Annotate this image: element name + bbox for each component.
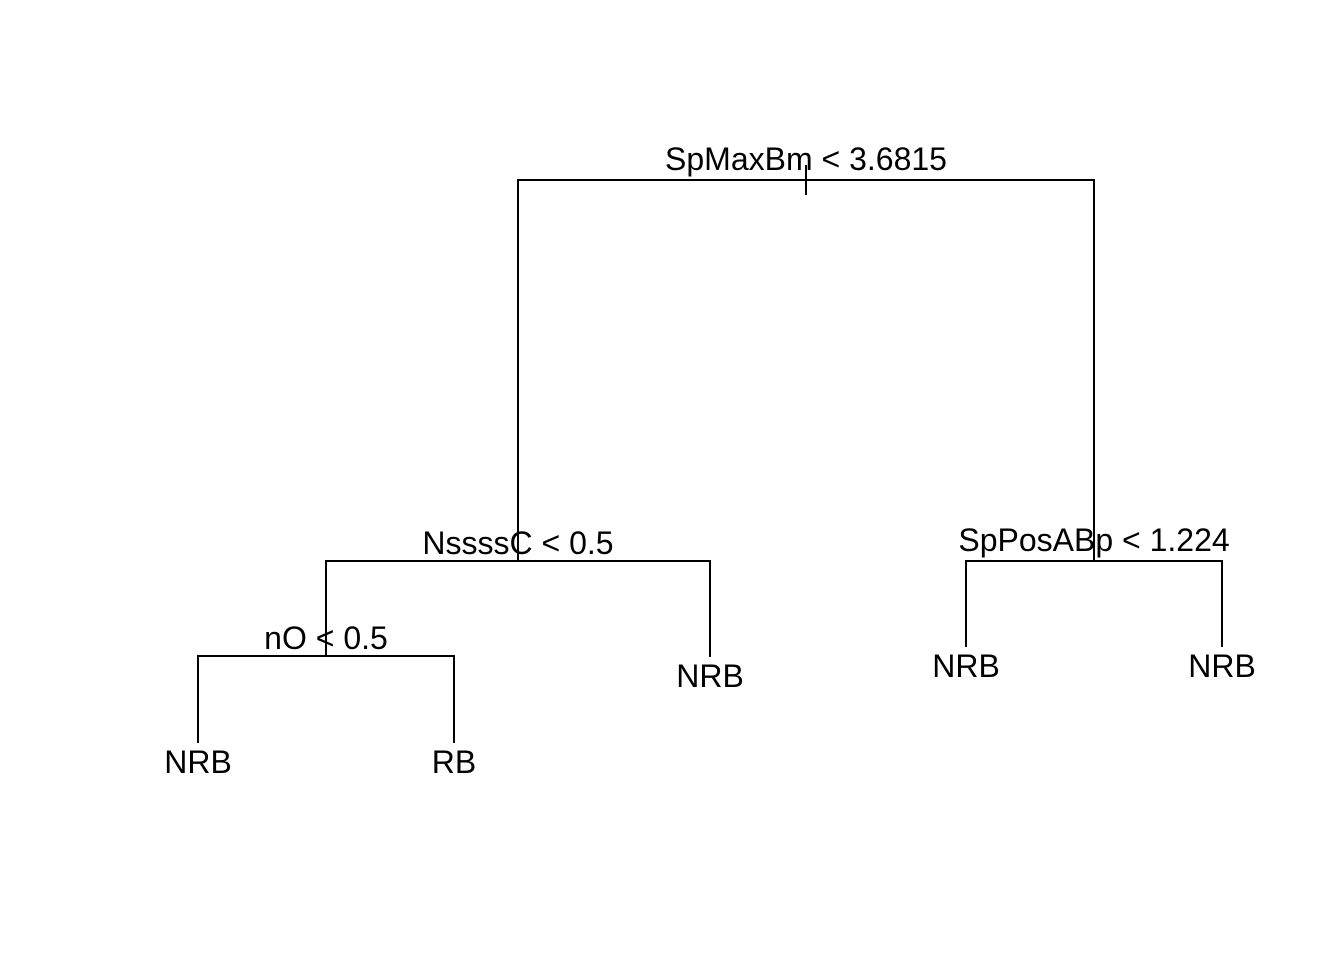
left-left-split-label: nO < 0.5 [264, 620, 388, 656]
right-split-label: SpPosABp < 1.224 [958, 522, 1230, 558]
leaf-label: NRB [1188, 648, 1256, 684]
right-node [958, 522, 1229, 646]
left-split-label: NssssC < 0.5 [422, 525, 614, 561]
leaf-label: NRB [676, 658, 744, 694]
leaf-label: NRB [164, 744, 232, 780]
leaf-label: NRB [932, 648, 1000, 684]
left-left-node [198, 620, 454, 742]
leaf-label: RB [431, 744, 477, 780]
root-node [518, 141, 1094, 561]
root-split-label: SpMaxBm < 3.6815 [665, 141, 947, 177]
